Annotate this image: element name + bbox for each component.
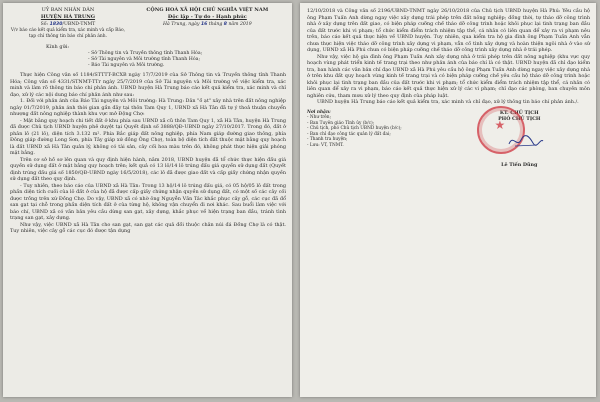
noinhan-item: - Lưu: VT, TNMT. bbox=[307, 143, 344, 149]
body-paragraph: - Mặt bằng quy hoạch chi tiết đất ở khu phía sau UBND xã cũ thôn Tam Quy 1, xã Hà Tân, huyện Hà Trung đã được Chủ tịch UBND huyện phê duyệt tại Quyết định số 3888/QĐ-UBND ngày 27/10/2017. Trong đó, đất ở phân lô (21 lô), diện tích 3.132 m². Phía Bắc giáp đất nông nghiệp, phía Nam giáp đường giao thông, phía Đông giáp đường Long Sơn, phía Tây giáp xứ đồng Ông Chợ), toàn bộ diện tích đất thuộc mặt bằng quy hoạch là đất UBND xã Hà Tân quản lý, không có tài sản, cây cối hoa màu trên đó, không phát thực hiện giải phóng mặt bằng. bbox=[10, 117, 286, 157]
doc-number: Số: 1830/UBND-TNMT bbox=[40, 22, 96, 28]
sign-title-2: PHÓ CHỦ TỊCH bbox=[498, 115, 541, 122]
body-paragraph: Trên cơ sở hồ sơ lên quan và quy định hiện hành, năm 2018, UBND huyện đã tổ chức thực hiện đấu giá quyền sử dụng đất ở mặt bằng quy hoạch trên; kết quả có 13 lô/14 lô trúng đấu giá quyền sử dụng đất (Quyết định trúng đấu giá số 1850/QĐ-UBND ngày 16/5/2018), các lô đã được giao đất và cấp giấy chứng nhận quyền sử dụng đất theo quy định. bbox=[10, 156, 286, 183]
noinhan-item: - Chủ tịch, phó Chủ tịch UBND huyện (b/c); bbox=[307, 126, 402, 132]
doc-date: Hà Trung, ngày 16 tháng 8 năm 2019 bbox=[163, 22, 252, 28]
document-body bbox=[307, 8, 590, 106]
recipient-item: - Báo Tài nguyên và Môi trường. bbox=[88, 63, 165, 69]
document-header bbox=[10, 7, 286, 28]
body-paragraph: UBND huyện Hà Trung báo cáo kết quả kiểm tra, xác minh và chỉ đạo, xử lý thông tin báo chí phản ánh./. bbox=[317, 99, 579, 105]
noinhan-item: - Như trên; bbox=[307, 115, 332, 121]
body-paragraph: Thực hiện Công văn số 1184/STTTT-BCXB ngày 17/7/2019 của Sở Thông tin và Truyền thông tỉnh Thanh Hóa; Công văn số 4331/STNMT-TTr ngày 25/7/2019 của Sở Tài nguyên và Môi trường về việc kiểm tra, xác minh và làm rõ thông tin báo chí phản ánh. UBND huyện Hà Trung báo cáo kết quả kiểm tra, xác minh và chỉ đạo, xử lý các nội dung báo chí phản ánh như sau: bbox=[10, 72, 286, 98]
handwritten-signature-icon bbox=[507, 132, 545, 150]
doc-subject: V/v báo cáo kết quả kiểm tra, xác minh và cấp Báo, tạp chí thông tin báo chí phản ánh. bbox=[10, 28, 126, 39]
noinhan-item: - Ban Tuyên giáo Tỉnh ủy (b/c); bbox=[307, 120, 375, 126]
nation-title: CỘNG HOÀ XÃ HỘI CHỦ NGHĨA VIỆT NAM bbox=[146, 7, 269, 13]
recipient-item: - Sở Tài nguyên và Môi trường tỉnh Thanh Hóa; bbox=[88, 56, 201, 62]
sign-title-1: KT. CHỦ TỊCH bbox=[499, 109, 539, 116]
document-page-2 bbox=[300, 3, 596, 397]
org-name-line2: HUYỆN HÀ TRUNG bbox=[40, 13, 96, 20]
signer-name: Lê Tiến Dũng bbox=[501, 162, 538, 169]
noinhan-item: - Thanh tra huyện; bbox=[307, 137, 348, 143]
document-page-1 bbox=[3, 3, 292, 397]
body-paragraph: Như vậy, việc UBND xã Hà Tân cho san gạt, san gạt các quả đồi thuộc chân núi đá Đồng Chợ là có thật. Tuy nhiên, việc cây gỗ các cục đó được tận dụng bbox=[10, 221, 286, 235]
recipients-footer bbox=[307, 110, 426, 169]
body-paragraph: Như vậy, việc hộ gia đình ông Phạm Tuấn Anh xây dựng nhà ở trái phép trên đất nông nghiệp (khu vực quy hoạch vùng phát triển kinh tế trang trại theo như phản ánh của báo chí là có thật. UBND huyện đã chỉ đạo kiểm tra, ban hành các văn bản chỉ đạo UBND xã Hà Phú yêu cầu hộ ông Phạm Tuấn Anh dừng ngay việc xây dựng nhà ở trên khu đất quy hoạch vùng kinh tế trang trại và có biện pháp cưỡng chế yêu cầu hộ tháo dỡ công trình hoặc khôi phục lại tình trạng ban đầu của đất trước khi vi phạm; tổ chức kiểm điểm trách nhiệm tập thể, cá nhân có liên quan để xảy ra vi phạm, báo cáo kết quả thực hiện xử lý các vi phạm; chỉ đạo các phòng, ban chuyên môn nghiên cứu, tham mưu xử lý theo quy định của pháp luật. bbox=[307, 53, 590, 99]
signature-block bbox=[449, 110, 591, 169]
nation-motto: Độc lập - Tự do - Hạnh phúc bbox=[167, 13, 247, 20]
closing-block bbox=[307, 110, 590, 169]
org-name-line1: UỶ BAN NHÂN DÂN bbox=[41, 7, 95, 13]
body-paragraph: - Tuy nhiên, theo báo cáo của UBND xã Hà Tân: Trong 13 hộ/14 lô trúng đấu giá, có 05 hộ/05 lô đất trong phần diện tích cuối của lô đất ở của hộ đã được cấp giấy chứng nhận quyền sử dụng đất, có một số các cây cối được trồng trên xứ Đồng Chợ. Do vậy, UBND xã có nhờ ông Nguyễn Văn Tác khắc phục cây gỗ, các cục đã đổ san gạt tại chỗ trong phần diện tích đất ở của từng hộ, không vận chuyển đi nơi khác. Sau buổi làm việc với báo chí, UBND xã có văn bản yêu cầu dừng san gạt, xây dựng, khắc phục về hiện trạng ban đầu, tránh tình trạng san gạt, xây dựng. bbox=[10, 182, 286, 222]
document-body bbox=[10, 72, 286, 235]
official-seal-icon: ★ bbox=[477, 106, 525, 154]
noinhan-label: Nơi nhận: bbox=[307, 109, 331, 115]
greeting: Kính gửi: bbox=[46, 43, 70, 50]
recipient-list bbox=[88, 51, 286, 70]
body-paragraph: 12/10/2018 và Công văn số 2196/UBND-TNMT ngày 26/10/2018 của Chủ tịch UBND huyện Hà Phú: Yêu cầu hộ ông Phạm Tuấn Anh dừng ngay việc xây dựng trái phép trên đất nông nghiệp; đồng thời, tự tháo dỡ công trình nhà ở xây dựng trên đất giao, có biện pháp cưỡng chế tháo dỡ công trình hoặc khôi phục lại tình trạng ban đầu của đất trước khi vi phạm; tổ chức kiểm điểm trách nhiệm tập thể, cá nhân có liên quan để xảy ra vi phạm nêu trên, báo cáo kết quả thực hiện về UBND huyện. Tuy nhiên, qua kiểm tra hộ gia đình ông Phạm Tuấn Anh vẫn chưa thực hiện việc tháo dỡ công trình xây dựng vi phạm, vẫn cố tình xây dựng và hoàn thiện ngôi nhà ở vào sử dụng, UBND xã Hà Phú chưa có biện pháp cưỡng chế tháo dỡ công trình xây dựng nhà ở trái phép. bbox=[307, 8, 590, 53]
recipient-item: - Sở Thông tin và Truyền thông tỉnh Thanh Hóa; bbox=[88, 50, 203, 56]
noinhan-item: - Ban chỉ đạo công tác quản lý đất đai; bbox=[307, 131, 391, 137]
body-paragraph: 1. Đối với phản ánh của Báo Tài nguyên và Môi trường: Hà Trung: Dân "ồ ạt" xây nhà trên đất nông nghiệp ngày 01/7/2019, phản ánh thời gian gần đây tại thôn Tam Quy 1, UBND xã Hà Tân đã tự ý thoả thuận chuyển nhượng đất nông nghiệp thành khu vực mở Động Chợ: bbox=[10, 98, 286, 118]
